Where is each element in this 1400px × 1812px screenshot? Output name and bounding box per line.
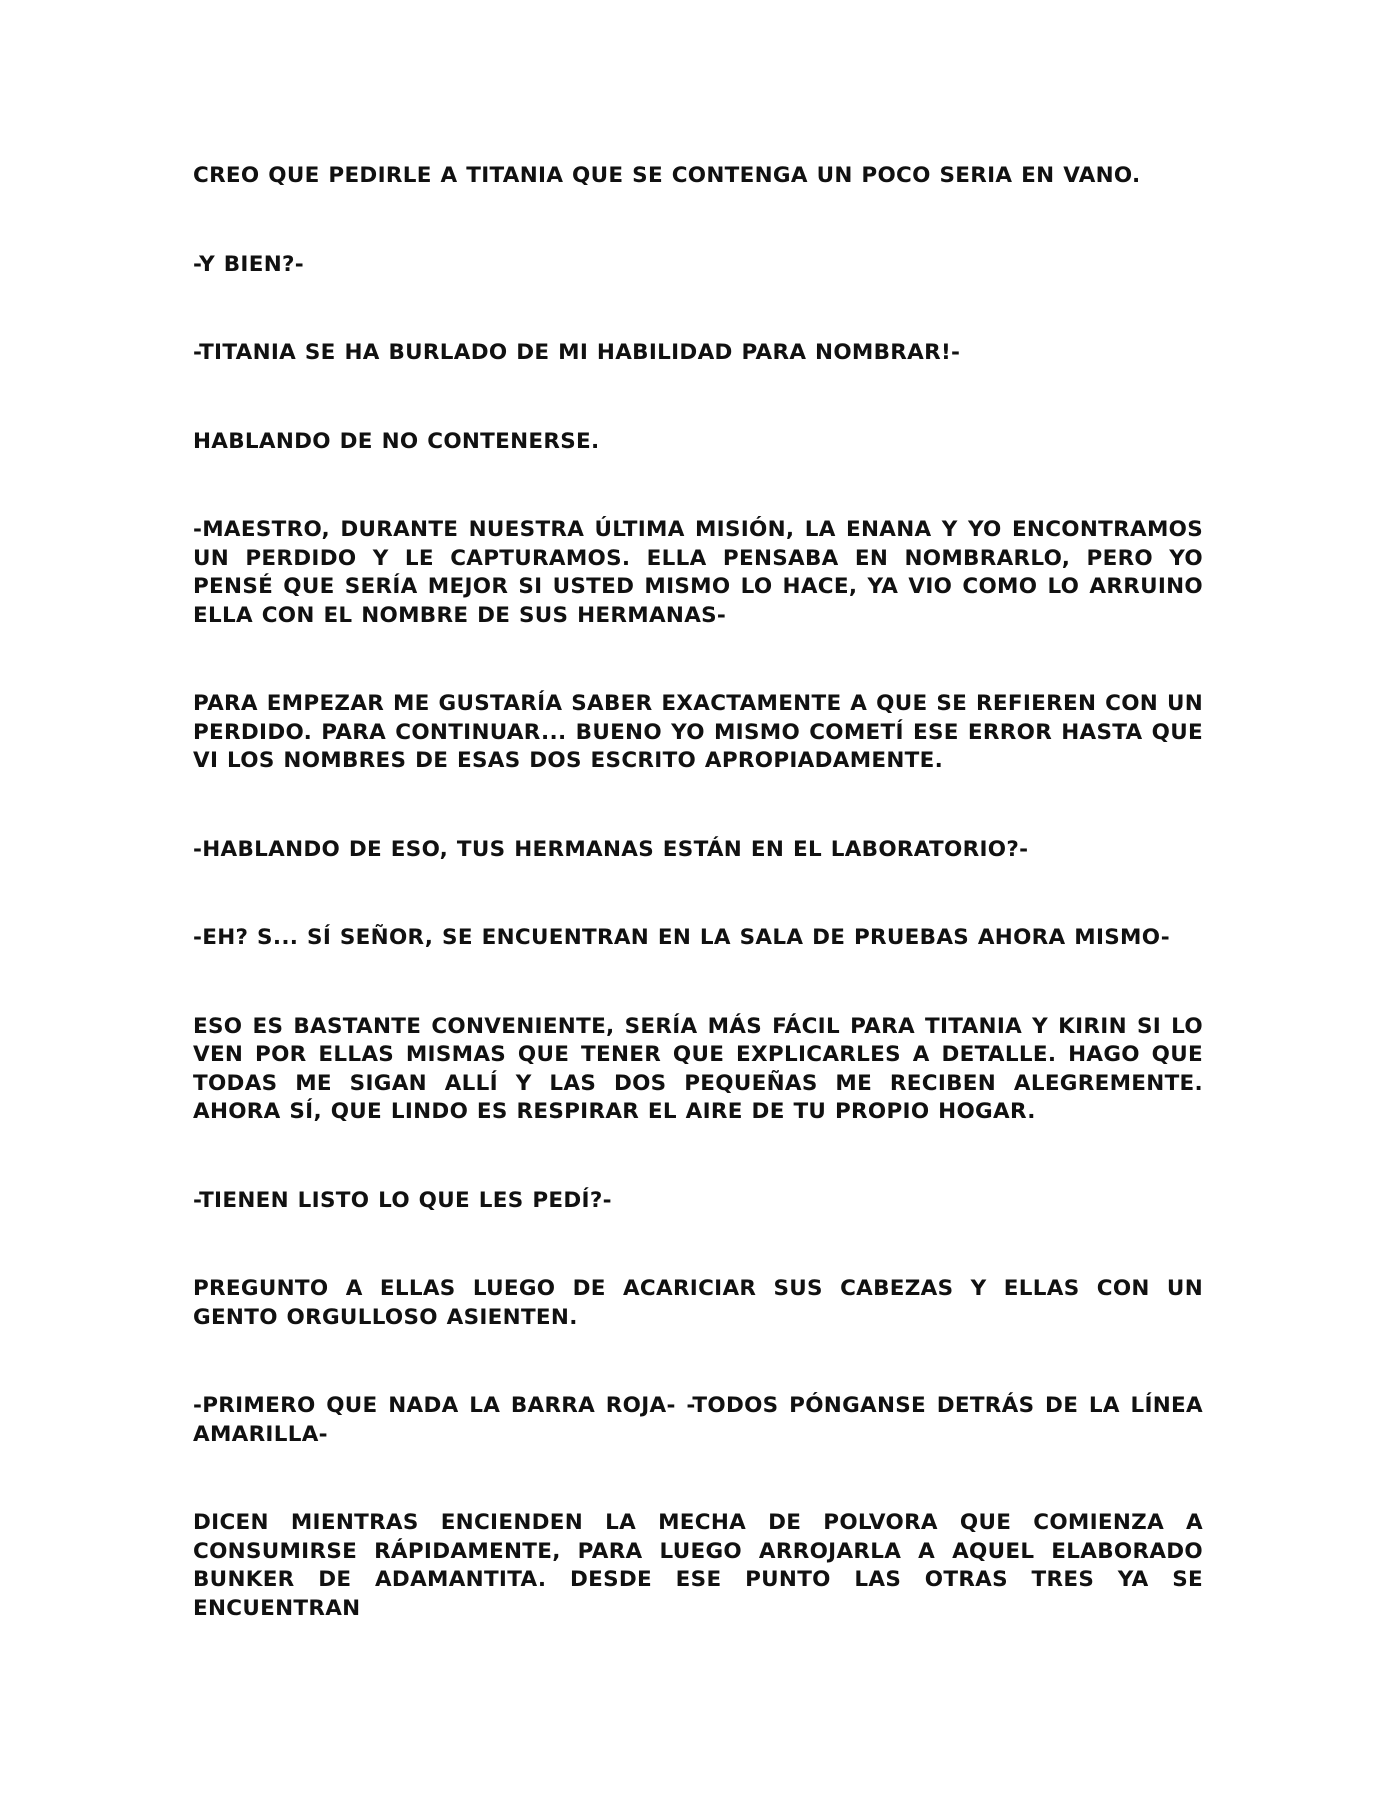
document-body: [193, 162, 1203, 1623]
paragraph-1: CREO QUE PEDIRLE A TITANIA QUE SE CONTENGA UN POCO SERIA EN VANO.: [193, 163, 1141, 188]
paragraph-4: HABLANDO DE NO CONTENERSE.: [193, 428, 600, 454]
paragraph-5: -MAESTRO, DURANTE NUESTRA ÚLTIMA MISIÓN, LA ENANA Y YO ENCONTRAMOS UN PERDIDO Y LE CAPTURAMOS. ELLA PENSABA EN NOMBRARLO, PERO YO PENSÉ QUE SERÍA MEJOR SI USTED MISMO LO HACE, YA VIO COMO LO ARRUINO ELLA CON EL NOMBRE DE SUS HERMANAS-: [193, 517, 1203, 628]
paragraph-3: -TITANIA SE HA BURLADO DE MI HABILIDAD PARA NOMBRAR!-: [193, 340, 961, 365]
paragraph-2: -Y BIEN?-: [193, 251, 304, 277]
paragraph-12: -PRIMERO QUE NADA LA BARRA ROJA- -TODOS PÓNGANSE DETRÁS DE LA LÍNEA AMARILLA-: [193, 1393, 1203, 1447]
paragraph-7: -HABLANDO DE ESO, TUS HERMANAS ESTÁN EN EL LABORATORIO?-: [193, 836, 1029, 862]
paragraph-10: -TIENEN LISTO LO QUE LES PEDÍ?-: [193, 1187, 612, 1213]
paragraph-6: PARA EMPEZAR ME GUSTARÍA SABER EXACTAMENTE A QUE SE REFIEREN CON UN PERDIDO. PARA CONTINUAR... BUENO YO MISMO COMETÍ ESE ERROR HASTA QUE VI LOS NOMBRES DE ESAS DOS ESCRITO APROPIADAMENTE.: [193, 691, 1203, 773]
paragraph-11: PREGUNTO A ELLAS LUEGO DE ACARICIAR SUS CABEZAS Y ELLAS CON UN GENTO ORGULLOSO ASIENTEN.: [193, 1276, 1203, 1330]
paragraph-8: -EH? S... SÍ SEÑOR, SE ENCUENTRAN EN LA SALA DE PRUEBAS AHORA MISMO-: [193, 925, 1170, 950]
paragraph-13: DICEN MIENTRAS ENCIENDEN LA MECHA DE POLVORA QUE COMIENZA A CONSUMIRSE RÁPIDAMENTE, PARA LUEGO ARROJARLA A AQUEL ELABORADO BUNKER DE ADAMANTITA. DESDE ESE PUNTO LAS OTRAS TRES YA SE ENCUENTRAN: [193, 1510, 1203, 1621]
paragraph-9: ESO ES BASTANTE CONVENIENTE, SERÍA MÁS FÁCIL PARA TITANIA Y KIRIN SI LO VEN POR ELLAS MISMAS QUE TENER QUE EXPLICARLES A DETALLE. HAGO QUE TODAS ME SIGAN ALLÍ Y LAS DOS PEQUEÑAS ME RECIBEN ALEGREMENTE. AHORA SÍ, QUE LINDO ES RESPIRAR EL AIRE DE TU PROPIO HOGAR.: [193, 1013, 1203, 1124]
